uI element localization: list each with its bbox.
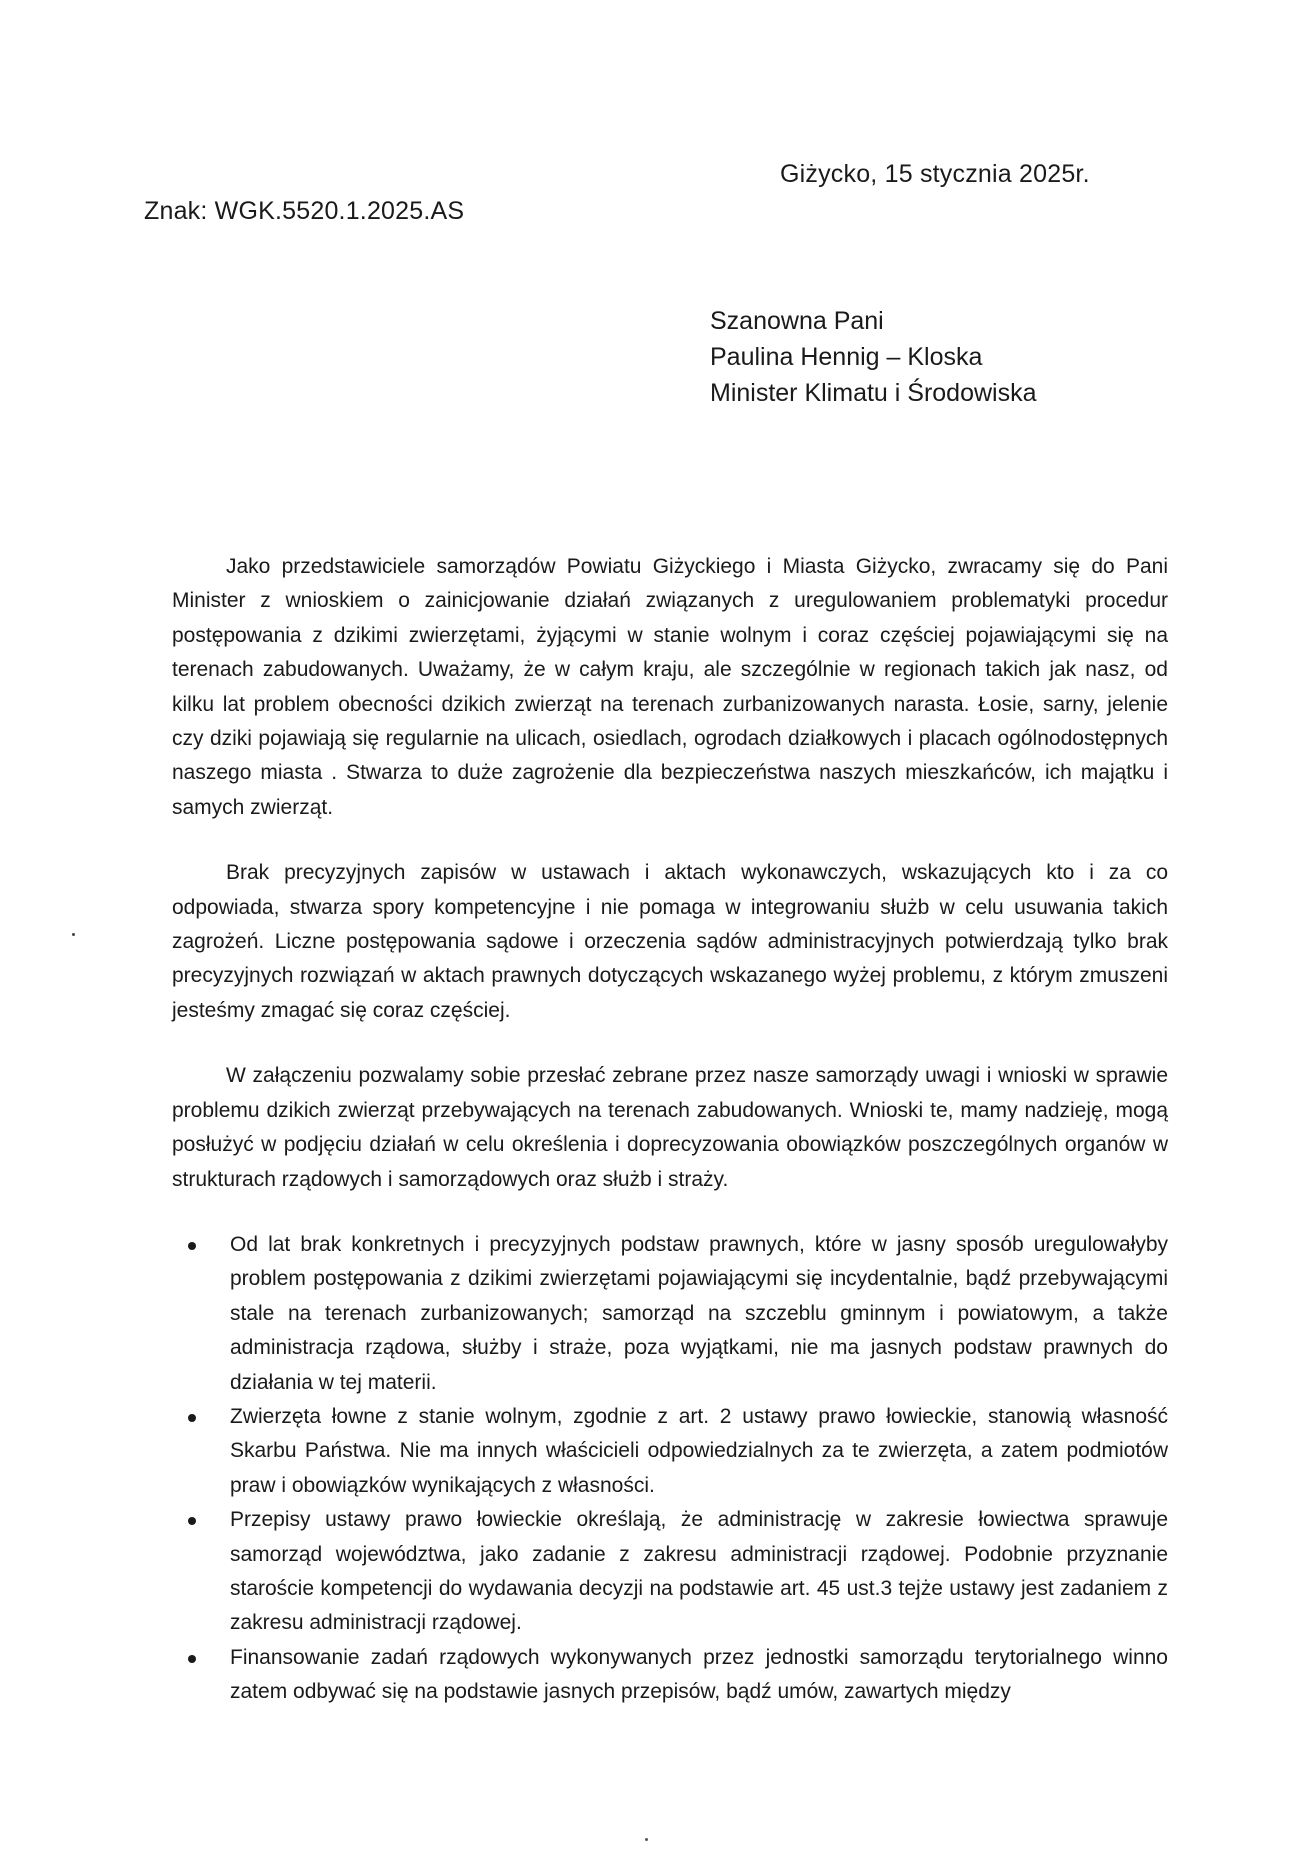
bullet-list bbox=[172, 1228, 1168, 1710]
paragraph: Brak precyzyjnych zapisów w ustawach i aktach wykonawczych, wskazujących kto i za co odpowiada, stwarza spory kompetencyjne i nie pomaga w integrowaniu służb w celu usuwania takich zagrożeń. Liczne postępowania sądowe i orzeczenia sądów administracyjnych potwierdzają tylko brak precyzyjnych rozwiązań w aktach prawnych dotyczących wskazanego wyżej problemu, z którym zmuszeni jesteśmy zmagać się coraz częściej. bbox=[172, 861, 1168, 1022]
scan-speck bbox=[72, 933, 75, 936]
addressee-name: Paulina Hennig – Kloska bbox=[710, 343, 983, 371]
addressee-block bbox=[710, 303, 1037, 411]
list-item bbox=[172, 1228, 1168, 1400]
list-item bbox=[172, 1503, 1168, 1641]
salutation: Szanowna Pani bbox=[710, 307, 884, 335]
bullet-icon bbox=[188, 1655, 196, 1663]
list-item-text: Finansowanie zadań rządowych wykonywanych przez jednostki samorządu terytorialnego winno zatem odbywać się na podstawie jasnych przepisów, bądź umów, zawartych między bbox=[230, 1645, 1168, 1704]
letter-body bbox=[172, 550, 1168, 1710]
list-item-text: Zwierzęta łowne z stanie wolnym, zgodnie z art. 2 ustawy prawo łowieckie, stanowią własność Skarbu Państwa. Nie ma innych właścicieli odpowiedzialnych za te zwierzęta, a zatem podmiotów praw i obowiązków wynikających z własności. bbox=[230, 1404, 1168, 1497]
list-item bbox=[172, 1641, 1168, 1710]
bullet-icon bbox=[188, 1517, 196, 1525]
reference-number: Znak: WGK.5520.1.2025.AS bbox=[144, 197, 465, 225]
paragraph: Jako przedstawiciele samorządów Powiatu Giżyckiego i Miasta Giżycko, zwracamy się do Pani Minister z wnioskiem o zainicjowanie działań związanych z uregulowaniem problematyki procedur postępowania z dzikimi zwierzętami, żyjącymi w stanie wolnym i coraz częściej pojawiającymi się na terenach zabudowanych. Uważamy, że w całym kraju, ale szczególnie w regionach takich jak nasz, od kilku lat problem obecności dzikich zwierząt na terenach zurbanizowanych narasta. Łosie, sarny, jelenie czy dziki pojawiają się regularnie na ulicach, osiedlach, ogrodach działkowych i placach ogólnodostępnych naszego miasta . Stwarza to duże zagrożenie dla bezpieczeństwa naszych mieszkańców, ich majątku i samych zwierząt. bbox=[172, 555, 1168, 819]
scan-speck bbox=[645, 1838, 648, 1841]
paragraph: W załączeniu pozwalamy sobie przesłać zebrane przez nasze samorządy uwagi i wnioski w sprawie problemu dzikich zwierząt przebywających na terenach zabudowanych. Wnioski te, mamy nadzieję, mogą posłużyć w podjęciu działań w celu określenia i doprecyzowania obowiązków poszczególnych organów w strukturach rządowych i samorządowych oraz służb i straży. bbox=[172, 1064, 1168, 1191]
bullet-icon bbox=[188, 1414, 196, 1422]
addressee-title: Minister Klimatu i Środowiska bbox=[710, 379, 1037, 407]
letter-date: Giżycko, 15 stycznia 2025r. bbox=[780, 160, 1090, 188]
list-item-text: Przepisy ustawy prawo łowieckie określają, że administrację w zakresie łowiectwa sprawuje samorząd województwa, jako zadanie z zakresu administracji rządowej. Podobnie przyznanie staroście kompetencji do wydawania decyzji na podstawie art. 45 ust.3 tejże ustawy jest zadaniem z zakresu administracji rządowej. bbox=[230, 1508, 1168, 1635]
list-item-text: Od lat brak konkretnych i precyzyjnych podstaw prawnych, które w jasny sposób uregulowałyby problem postępowania z dzikimi zwierzętami pojawiającymi się incydentalnie, bądź przebywającymi stale na terenach zurbanizowanych; samorząd na szczeblu gminnym i powiatowym, a także administracja rządowa, służby i straże, poza wyjątkami, nie ma jasnych podstaw prawnych do działania w tej materii. bbox=[230, 1232, 1168, 1394]
list-item bbox=[172, 1400, 1168, 1503]
bullet-icon bbox=[188, 1242, 196, 1250]
